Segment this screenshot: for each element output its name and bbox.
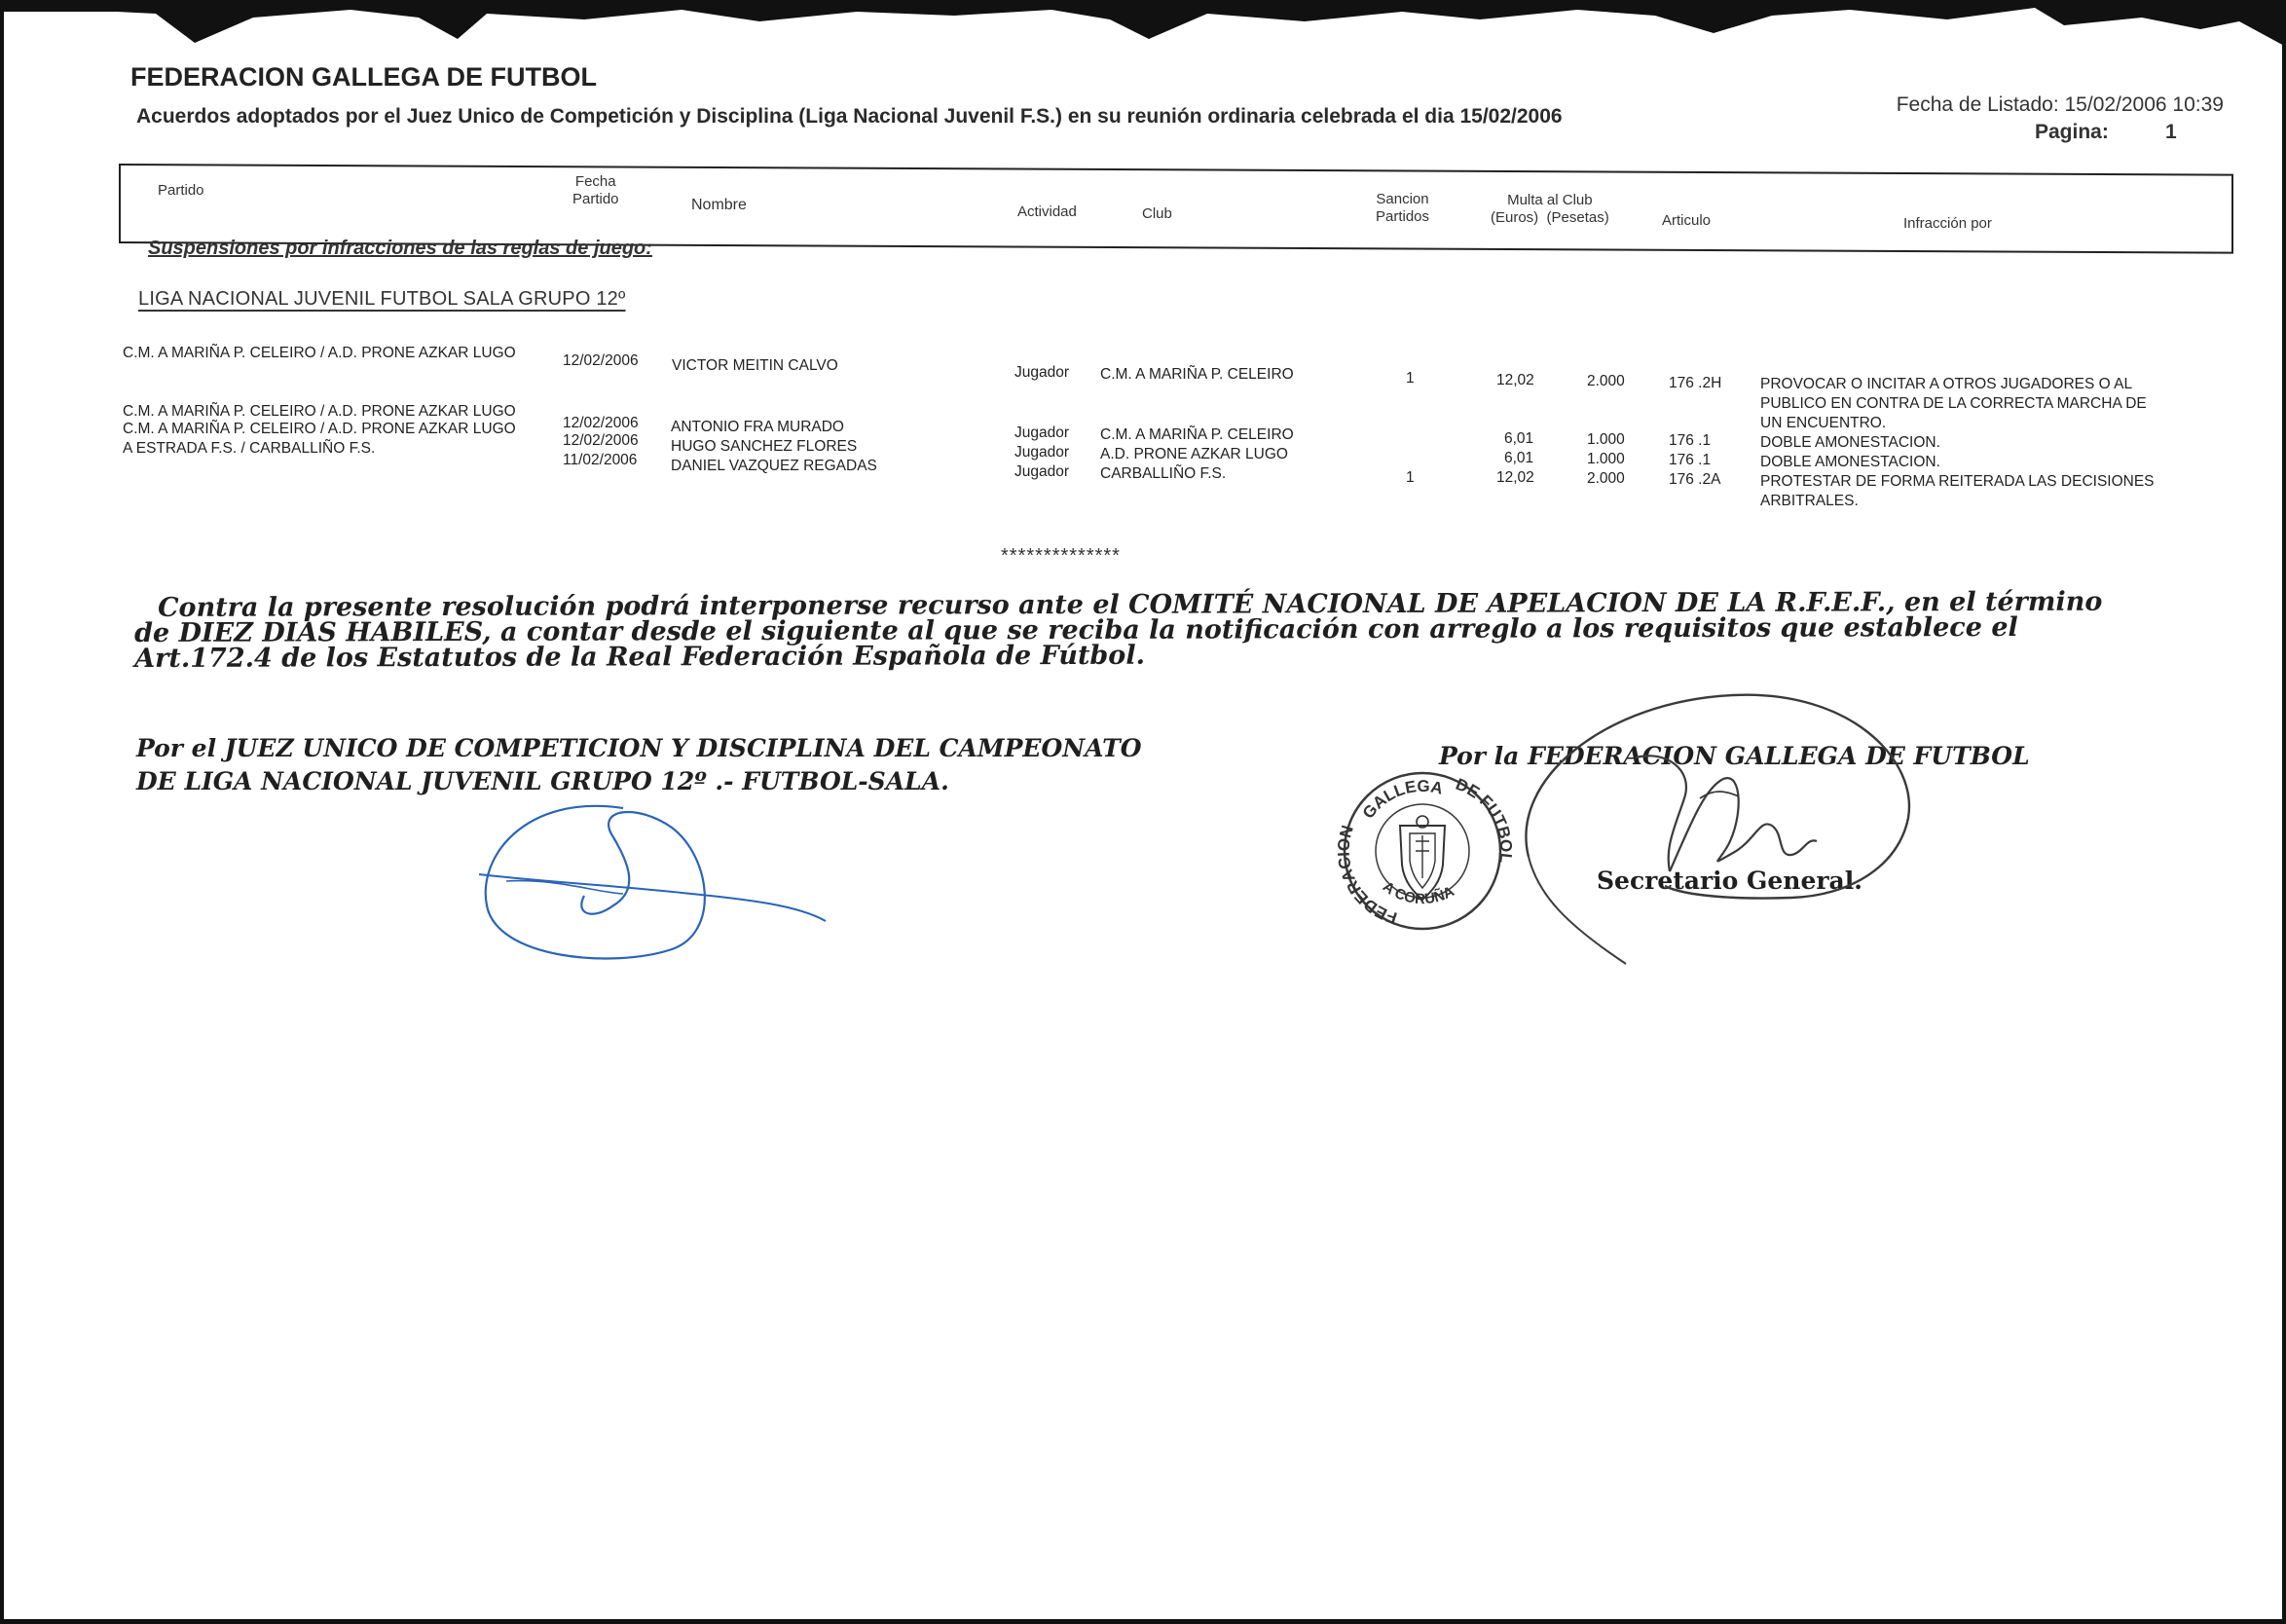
col-fecha-line2: Partido bbox=[572, 191, 619, 207]
document-subtitle: Acuerdos adoptados por el Juez Unico de Competición y Disciplina (Liga Nacional Juvenil F.S.) en su reunión ordinaria celebrada el dia 15/02/2006 bbox=[136, 105, 1563, 128]
row-actividad: Jugador bbox=[1014, 424, 1070, 441]
row-fecha: 11/02/2006 bbox=[563, 452, 638, 468]
resolution-line2: de DIEZ DIAS HABILES, a contar desde el siguiente al que se reciba la notificación con arreglo a los requisitos que establece el bbox=[134, 611, 2018, 648]
col-sancion bbox=[1376, 191, 1429, 226]
row-nombre: VICTOR MEITIN CALVO bbox=[672, 357, 838, 374]
row-nombre: HUGO SANCHEZ FLORES bbox=[671, 438, 858, 455]
judge-signature-icon bbox=[467, 789, 837, 974]
row-nombre: ANTONIO FRA MURADO bbox=[671, 419, 844, 435]
row-pesetas: 1.000 bbox=[1587, 451, 1625, 467]
row-actividad: Jugador bbox=[1014, 364, 1070, 381]
row-infraccion-line1: PROTESTAR DE FORMA REITERADA LAS DECISIONES bbox=[1760, 473, 2155, 490]
seal-ring-bottom: A CORUÑA bbox=[1379, 878, 1457, 908]
row-pesetas: 2.000 bbox=[1587, 373, 1625, 389]
judge-line2: DE LIGA NACIONAL JUVENIL GRUPO 12º .- FUTBOL-SALA. bbox=[136, 767, 949, 795]
row-articulo: 176 .2A bbox=[1669, 471, 1721, 488]
row-fecha: 12/02/2006 bbox=[563, 432, 639, 449]
organization-title: FEDERACION GALLEGA DE FUTBOL bbox=[130, 62, 597, 92]
row-euros: 6,01 bbox=[1504, 450, 1534, 466]
row-partido: C.M. A MARIÑA P. CELEIRO / A.D. PRONE AZKAR LUGO bbox=[123, 403, 516, 420]
row-infraccion-line2: PUBLICO EN CONTRA DE LA CORRECTA MARCHA DE bbox=[1760, 395, 2147, 412]
row-pesetas: 2.000 bbox=[1587, 470, 1625, 487]
separator-stars: ************** bbox=[1001, 545, 1121, 567]
row-partido: C.M. A MARIÑA P. CELEIRO / A.D. PRONE AZKAR LUGO bbox=[123, 345, 516, 361]
seal-ring-right: DE FUTBOL bbox=[1453, 774, 1516, 865]
row-club: C.M. A MARIÑA P. CELEIRO bbox=[1100, 366, 1294, 383]
section-title: Suspensiones por infracciones de las reglas de juego: bbox=[148, 238, 652, 259]
listing-date: Fecha de Listado: 15/02/2006 10:39 bbox=[1896, 93, 2224, 116]
col-club: Club bbox=[1142, 205, 1172, 222]
col-articulo: Articulo bbox=[1662, 212, 1712, 229]
col-multa bbox=[1491, 192, 1609, 227]
secretary-label: Secretario General. bbox=[1597, 867, 1862, 895]
svg-text:GALLEGA bbox=[1359, 777, 1445, 823]
resolution-line3: Art.172.4 de los Estatutos de la Real Federación Española de Fútbol. bbox=[134, 640, 1145, 674]
row-infraccion-line1: PROVOCAR O INCITAR A OTROS JUGADORES O AL bbox=[1760, 376, 2133, 392]
federation-signature-label: Por la FEDERACION GALLEGA DE FUTBOL bbox=[1439, 742, 2030, 770]
col-sancion-line2: Partidos bbox=[1376, 208, 1430, 225]
row-fecha: 12/02/2006 bbox=[563, 352, 639, 369]
federation-seal-icon bbox=[1334, 763, 1516, 939]
col-nombre: Nombre bbox=[691, 197, 747, 213]
row-sancion: 1 bbox=[1406, 370, 1415, 387]
row-articulo: 176 .1 bbox=[1669, 432, 1712, 449]
col-partido: Partido bbox=[158, 182, 204, 199]
col-multa-line2: (Euros) (Pesetas) bbox=[1491, 209, 1609, 226]
row-partido: A ESTRADA F.S. / CARBALLIÑO F.S. bbox=[123, 440, 376, 457]
row-infraccion-line3: UN ENCUENTRO. bbox=[1760, 415, 1887, 431]
row-club: CARBALLIÑO F.S. bbox=[1100, 465, 1227, 482]
col-infraccion: Infracción por bbox=[1903, 215, 1992, 232]
row-infraccion-line1: DOBLE AMONESTACION. bbox=[1760, 454, 1940, 470]
torn-top-edge bbox=[0, 0, 2286, 58]
row-club: C.M. A MARIÑA P. CELEIRO bbox=[1100, 426, 1294, 443]
col-sancion-line1: Sancion bbox=[1376, 191, 1429, 207]
row-partido: C.M. A MARIÑA P. CELEIRO / A.D. PRONE AZKAR LUGO bbox=[123, 421, 516, 437]
row-articulo: 176 .1 bbox=[1669, 452, 1712, 468]
row-infraccion-line2: ARBITRALES. bbox=[1760, 493, 1859, 509]
league-title: LIGA NACIONAL JUVENIL FUTBOL SALA GRUPO 12º bbox=[138, 288, 626, 310]
seal-ring-left: FEDERACION bbox=[1334, 823, 1400, 928]
col-actividad: Actividad bbox=[1017, 203, 1077, 220]
row-actividad: Jugador bbox=[1014, 444, 1070, 461]
row-actividad: Jugador bbox=[1014, 463, 1070, 480]
row-euros: 12,02 bbox=[1496, 469, 1534, 486]
secretary-signature-icon bbox=[1499, 682, 1928, 974]
row-sancion: 1 bbox=[1406, 469, 1415, 486]
row-pesetas: 1.000 bbox=[1587, 431, 1625, 448]
row-club: A.D. PRONE AZKAR LUGO bbox=[1100, 446, 1288, 462]
judge-line1: Por el JUEZ UNICO DE COMPETICION Y DISCIPLINA DEL CAMPEONATO bbox=[136, 734, 1142, 762]
row-nombre: DANIEL VAZQUEZ REGADAS bbox=[671, 458, 877, 474]
row-euros: 12,02 bbox=[1496, 372, 1534, 388]
row-infraccion-line1: DOBLE AMONESTACION. bbox=[1760, 434, 1940, 451]
seal-ring-top: GALLEGA bbox=[1358, 776, 1445, 823]
page-label: Pagina: bbox=[2035, 121, 2109, 143]
col-fecha bbox=[572, 173, 619, 208]
svg-text:FEDERACION bbox=[1334, 823, 1399, 927]
row-fecha: 12/02/2006 bbox=[563, 415, 639, 431]
resolution-line1: Contra la presente resolución podrá interponerse recurso ante el COMITÉ NACIONAL DE APELACION DE LA R.F.E.F., en el término bbox=[157, 586, 2103, 623]
resolution-paragraph bbox=[134, 586, 2103, 674]
col-multa-line1: Multa al Club bbox=[1507, 192, 1593, 208]
row-euros: 6,01 bbox=[1504, 430, 1534, 447]
col-fecha-line1: Fecha bbox=[574, 173, 616, 190]
page-number: 1 bbox=[2165, 121, 2177, 143]
row-articulo: 176 .2H bbox=[1669, 375, 1722, 391]
